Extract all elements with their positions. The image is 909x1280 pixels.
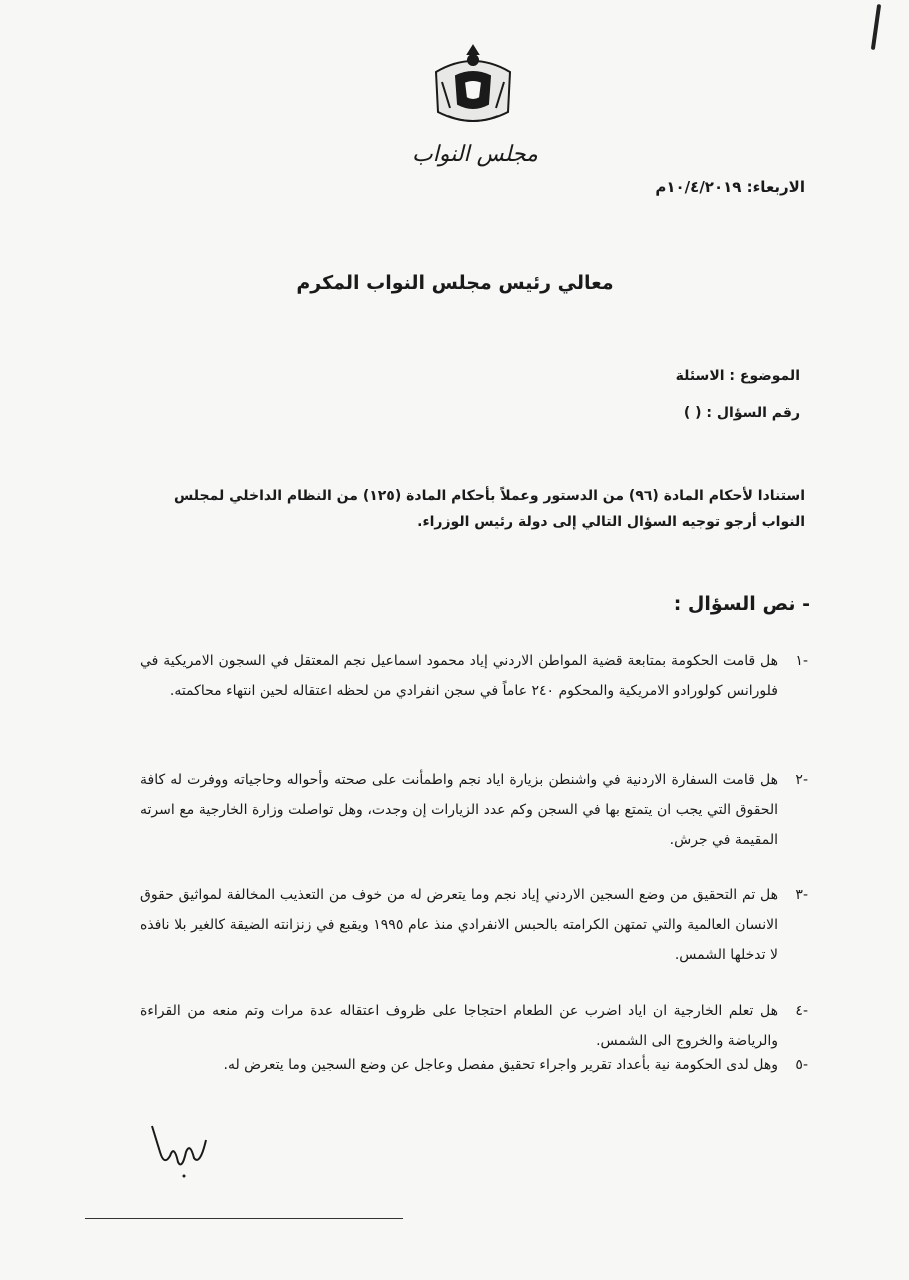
handwritten-stroke: [871, 4, 881, 50]
question-item: [140, 646, 808, 706]
footer-divider: [85, 1218, 403, 1219]
question-item-text: هل تعلم الخارجية ان اياد اضرب عن الطعام احتجاجا على ظروف اعتقاله عدة مرات وتم منعه من القراءة والرياضة والخروج الى الشمس.: [140, 1003, 778, 1049]
intro-paragraph: استنادا لأحكام المادة (٩٦) من الدستور وعملاً بأحكام المادة (١٢٥) من النظام الداخلي لمجلس النواب أرجو توجيه السؤال التالي إلى دولة رئيس الوزراء.: [173, 488, 805, 530]
question-item: [140, 765, 808, 855]
question-item-number: ٤-: [795, 1003, 808, 1019]
question-item-text: وهل لدى الحكومة نية بأعداد تقرير واجراء تحقيق مفصل وعاجل عن وضع السجين وما يتعرض له.: [223, 1057, 778, 1073]
addressee: معالي رئيس مجلس النواب المكرم: [296, 272, 614, 294]
subject-line: الموضوع : الاسئلة: [675, 368, 800, 384]
question-item: [140, 1050, 808, 1080]
questions-title: - نص السؤال :: [673, 593, 810, 615]
question-item-number: ١-: [795, 653, 808, 669]
question-item-number: ٥-: [795, 1057, 808, 1073]
handwritten-signature: [148, 1122, 218, 1182]
emblem-caption: مجلس النواب: [412, 142, 538, 167]
question-item: [140, 880, 808, 970]
royal-emblem-icon: [428, 42, 518, 130]
document-date: الاربعاء: ١٠/٤/٢٠١٩م: [655, 178, 805, 196]
question-item-text: هل قامت السفارة الاردنية في واشنطن بزيارة اياد نجم واطمأنت على صحته وأحواله وحاجياته ووفرت له كافة الحقوق التي يجب ان يتمتع بها في السجن وكم عدد الزيارات إن وجدت، وهل تواصلت وزارة الخارجية مع اسرته المقيمة في جرش.: [140, 772, 778, 848]
question-number: رقم السؤال : ( ): [683, 405, 800, 421]
question-item-text: هل قامت الحكومة بمتابعة قضية المواطن الاردني إياد محمود اسماعيل نجم المعتقل في السجون الامريكية في فلورانس كولورادو الامريكية والمحكوم ٢٤٠ عاماً في سجن انفرادي من لحظه اعتقاله لحين انتهاء محاكمته.: [140, 653, 778, 699]
question-item-number: ٢-: [795, 772, 808, 788]
question-item-number: ٣-: [795, 887, 808, 903]
question-item-text: هل تم التحقيق من وضع السجين الاردني إياد نجم وما يتعرض له من خوف من التعذيب المخالفة لمواثيق حقوق الانسان العالمية والتي تمتهن الكرامته بالحبس الانفرادي منذ عام ١٩٩٥ ويقبع في زنزانته الضيقة كالغير بلا نافذه لا تدخلها الشمس.: [140, 887, 778, 963]
question-item: [140, 996, 808, 1056]
